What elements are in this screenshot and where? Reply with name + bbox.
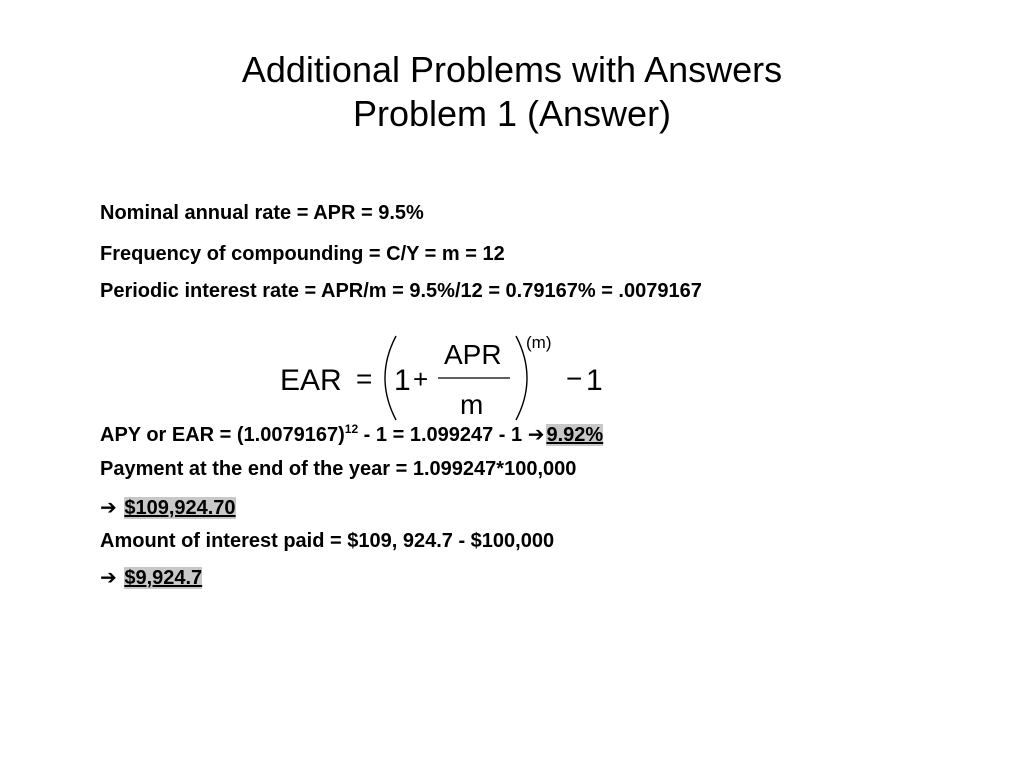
apy-exponent: 12 (344, 422, 359, 436)
apy-prefix: APY or EAR = (1.0079167) (100, 424, 345, 446)
formula-denominator: m (460, 389, 484, 420)
periodic-rate-line: Periodic interest rate = APR/m = 9.5%/12 = 0.79167% = .0079167 (100, 280, 702, 302)
slide-title (0, 48, 1024, 136)
title-line-2: Problem 1 (Answer) (352, 93, 672, 134)
apy-middle: - 1 = 1.099247 - 1 (358, 424, 528, 446)
interest-result: $9,924.7 (124, 567, 203, 589)
payment-line: Payment at the end of the year = 1.099247*100,000 (100, 458, 577, 480)
apy-line (100, 422, 603, 447)
right-arrow-icon: ➔ (100, 567, 117, 589)
title-line-1: Additional Problems with Answers (241, 49, 783, 90)
right-arrow-icon: ➔ (100, 497, 117, 519)
formula-minus-one: 1 (586, 364, 603, 397)
formula-lhs: EAR (280, 364, 342, 397)
formula-numerator: APR (444, 339, 502, 370)
payment-result-line (100, 495, 236, 520)
apy-result: 9.92% (546, 424, 604, 446)
formula-one: 1 (394, 364, 411, 397)
formula-plus: + (413, 364, 429, 394)
formula-exponent: (m) (526, 333, 552, 352)
formula-minus: − (566, 363, 583, 394)
payment-result: $109,924.70 (124, 497, 236, 519)
formula-equals: = (356, 363, 373, 394)
interest-line: Amount of interest paid = $109, 924.7 - $100,000 (100, 530, 555, 552)
nominal-rate-line: Nominal annual rate = APR = 9.5% (100, 202, 424, 224)
ear-formula-graphic (270, 326, 630, 426)
right-arrow-icon: ➔ (527, 424, 545, 446)
interest-result-line (100, 565, 202, 590)
frequency-line: Frequency of compounding = C/Y = m = 12 (100, 243, 505, 265)
ear-formula (270, 326, 630, 426)
